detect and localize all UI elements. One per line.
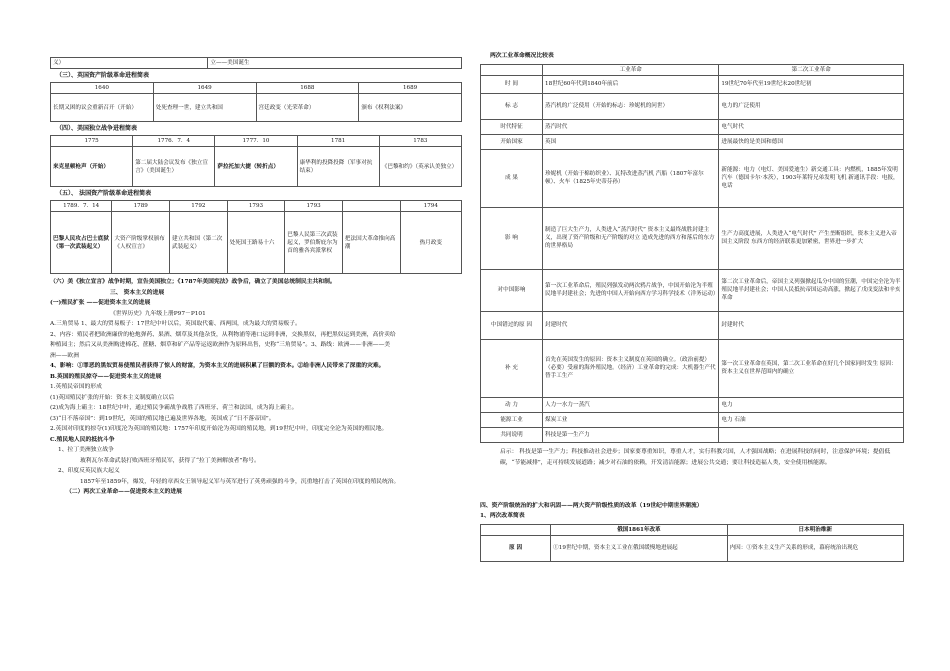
enlightenment-text: 启示： 科技是第一生产力；科技推动社会进步；国家要尊重知识，尊重人才，实行科教兴国，人才强国战略；在进展科技的同时，注意保护环境；提倡低碳，“节能减排”，走可持续发展道路；减少对石油的依赖，开发清洁能源；进展公共交通；要让科技造福人类，安全使用核能源。 <box>500 448 891 466</box>
s4-h4: 1783 <box>379 136 461 147</box>
s4-h2: 1777．10 <box>215 136 297 147</box>
s5-h4: 1793 <box>285 201 343 212</box>
s4-c3: 康华利的投降投降（军事对抗结束） <box>297 147 379 187</box>
ir-r10-c2: 电力 石油 <box>719 412 904 427</box>
rf-r0-c1: ①19世纪中期，资本主义工业在俄国缓慢地进展起 <box>551 535 727 561</box>
ir-r8-label: 补 充 <box>481 339 543 397</box>
line-1: 2、内容：殖民者把欧洲廉价的枪炮弹药、果酒、烟草及其他杂货，从利物浦等港口运到非洲，交换黑奴，再把黑奴运到美洲，高价卖给 <box>50 331 396 338</box>
rf-h1: 俄国1861年改革 <box>551 524 727 535</box>
line-14: 2、印度反英民族大起义 <box>58 468 120 475</box>
s5-h5 <box>342 201 400 212</box>
line-0: A.三角贸易 1、最大的贸易贩子：17世纪中叶以后，英国取代葡、西两国，成为最大的贸易贩子。 <box>50 321 301 328</box>
s5-c1: 大资产阶级掌权颁布《人权宣言》 <box>112 212 170 274</box>
s5-h2: 1792 <box>170 201 228 212</box>
ir-r6-c1: 第一次工业革命后，殖民列强发动两次鸦片战争，中国开始沦为半殖民地半封建社会；先进的中国人开始向西方学习科学技术（洋务运动） <box>543 269 719 311</box>
ir-r4-c2: 新能源：电力（电灯、美国爱迪生）新交通工具：内燃机，1885年发明汽车（德国卡尔·本茨），1903年莱特兄弟发明飞机 新通讯手段：电报，电话 <box>719 149 904 207</box>
s4-reform-subtitle: 1、两次改革简表 <box>480 513 525 520</box>
comparison-table-title: 两次工业革命概况比较表 <box>490 53 554 59</box>
s5-h1: 1789 <box>112 201 170 212</box>
line-4: 4、影响：①罪恶的黑奴贸易使殖民者获得了惊人的财富，为资本主义的进展积累了巨额的资本。②给非洲人民带来了深重的灾难。 <box>50 363 385 370</box>
ir-r8-c2: 第一次工业革命在英国，第二次工业革命在好几个国家同时发生 原因：资本主义在世界范围内的确立 <box>719 339 904 397</box>
s4-c2: 萨拉托加大捷（转折点） <box>215 147 297 187</box>
ir-r2-c2: 电气时代 <box>719 119 904 134</box>
s4-reform-title: 四、资产阶级统治的扩大和巩固——两大资产阶级性质的改革（19世纪中期世界潮流） <box>480 502 703 509</box>
ir-r2-c1: 蒸汽时代 <box>543 119 719 134</box>
s7-reference: 《世界历史》九年级上册P97－P101 <box>110 310 206 317</box>
ir-r10-c1: 煤炭工业 <box>543 412 719 427</box>
line-6: 1.英殖民帝国的形成 <box>50 384 102 391</box>
s4-h1: 1776．7．4 <box>133 136 215 147</box>
ir-r6-label: 对中国影响 <box>481 269 543 311</box>
s4-c4: 《巴黎和约》（英承认美独立） <box>379 147 461 187</box>
s5-c3: 处死国王路易十六 <box>227 212 285 274</box>
ir-r7-c2: 封建时代 <box>719 311 904 339</box>
ir-r6-c2: 第二次工业革命后，帝国主义列强掀起瓜分中国的狂潮，中国完全沦为半殖民地半封建社会；中国人民抵抗帝国运动高涨，掀起了戊戌变法和辛亥革命 <box>719 269 904 311</box>
s4-h3: 1781 <box>297 136 379 147</box>
france-revolution-table <box>50 200 462 274</box>
ir-r11-label: 共同说明 <box>481 427 543 442</box>
s5-h3: 1793 <box>227 201 285 212</box>
ir-h0 <box>481 64 543 75</box>
line-3: 洲——欧洲 <box>50 352 79 359</box>
rf-h2: 日本明治维新 <box>727 524 903 535</box>
line-7: (1)英国殖民扩张的开始：资本主义制度确立以后 <box>50 394 175 401</box>
line-15: 1857年至1859年，爆发，年轻的章西女王领导起义军与英军进行了英勇顽强的斗争，沉重地打击了英国在印度的殖民统治。 <box>80 478 400 485</box>
s5-title: （五）、 法国资产阶级革命进程简表 <box>56 190 152 198</box>
ir-r11-c2 <box>719 427 904 442</box>
line-10: 2.英国对印度的掠夺(1)印度沦为英国的殖民地：1757年印度开始沦为英国的殖民地，到19世纪中叶，印度完全沦为英国的殖民地。 <box>50 426 388 433</box>
s5-c2: 建立共和国（第二次武装起义） <box>170 212 228 274</box>
s3-c2: 宫廷政变（光荣革命） <box>256 94 359 122</box>
s4-c0: 来克星顿枪声（开始） <box>51 147 133 187</box>
s3-h1: 1649 <box>153 83 256 94</box>
s4-title: （四）、美国独立战争进程简表 <box>56 125 138 133</box>
top-row-right: 立——美国诞生 <box>208 58 462 69</box>
s4-c1: 第二届大陆会议发布《独立宣言》（美国诞生） <box>133 147 215 187</box>
s3-h3: 1689 <box>359 83 462 94</box>
s3-c3: 颁布《权利法案》 <box>359 94 462 122</box>
ir-r3-label: 开始国家 <box>481 134 543 149</box>
ir-r0-label: 时 间 <box>481 75 543 93</box>
line-8: (2)成为海上霸主：18世纪中叶，通过殖民争霸战争战胜了西班牙、荷兰和法国，成为海上霸主。 <box>50 405 298 412</box>
ir-r4-label: 成 果 <box>481 149 543 207</box>
ir-r9-c1: 人力一水力一蒸汽 <box>543 397 719 412</box>
ir-r0-c2: 19世纪70年代至19世纪末20世纪初 <box>719 75 904 93</box>
s7-subtitle: (一)殖民扩张 ——促进资本主义的进展 <box>50 300 151 307</box>
s3-c1: 处死查理一世，建立共和国 <box>153 94 256 122</box>
ir-r1-c1: 蒸汽机的广泛使用（开始的标志：珍妮机的问世） <box>543 93 719 119</box>
ir-r3-c2: 进展最快的是美国和德国 <box>719 134 904 149</box>
england-revolution-table <box>50 82 462 122</box>
right-column <box>480 0 904 562</box>
ir-r3-c1: 英国 <box>543 134 719 149</box>
s5-c4: 巴黎人民第三次武装起义，罗伯斯庇尔为首的雅各宾派掌权 <box>285 212 343 274</box>
rf-r0-label: 原 因 <box>481 535 551 561</box>
line-5: B.英国的殖民掠夺——促进资本主义的进展 <box>50 373 162 380</box>
ir-r1-label: 标 志 <box>481 93 543 119</box>
reform-table <box>480 524 904 562</box>
us-independence-table <box>50 135 462 187</box>
s5-c0: 巴黎人民攻占巴士底狱（第一次武装起义） <box>51 212 112 274</box>
ir-r7-c1: 封建时代 <box>543 311 719 339</box>
s6-text: （六）美《独立宣言》战争时期，宣告美国独立；《1787年美国宪法》战争后，确立了美国总统制民主共和制。 <box>50 279 336 286</box>
ir-r5-c2: 生产力高度进展，人类进入“电气时代” 产生垄断组织，资本主义进入帝国主义阶段 东西方的经济联系更加紧密，世界进一步扩大 <box>719 207 904 269</box>
ir-r11-c1: 科技是第一生产力 <box>543 427 719 442</box>
line-16: （二）两次工业革命——促进资本主义的进展 <box>66 489 182 496</box>
ir-r4-c1: 珍妮机（开始于棉纺织业）、瓦特改进蒸汽机 汽船（1807年富尔顿）、火车（1825年史蒂芬孙） <box>543 149 719 207</box>
top-row-left: 义） <box>51 58 208 69</box>
s3-c0: 长期又困的议会重新召开（开始） <box>51 94 154 122</box>
ir-r9-c2: 电力 <box>719 397 904 412</box>
left-column <box>50 0 462 498</box>
industrial-revolution-table <box>480 64 904 443</box>
ir-h1: 工业革命 <box>543 64 719 75</box>
line-13: 玻利瓦尔革命武装打败西班牙殖民军，获得了“拉丁美洲解放者”称号。 <box>80 457 260 464</box>
s3-title: （三）、英国资产阶级革命进程简表 <box>56 72 150 80</box>
ir-r5-label: 影 响 <box>481 207 543 269</box>
line-12: 1、拉丁美洲独立战争 <box>58 447 114 454</box>
ir-h2: 第二次工业革命 <box>719 64 904 75</box>
line-2: 种植园主；然后又从美洲购进棉花、蔗糖、烟草和矿产品等运返欧洲作为原料出售，史称“三角贸易”。3、路线：欧洲——非洲——美 <box>50 342 391 349</box>
s3-h0: 1640 <box>51 83 154 94</box>
s7-title: 三、 资本主义的进展 <box>110 289 165 296</box>
ir-r8-c1: 首先在英国发生的原因：资本主义制度在英国的确立。（政治前提）（必要）受雇的海外殖民地。（经济）工业革命的完成：大机器生产代替手工生产 <box>543 339 719 397</box>
line-9: (3)“日不落帝国”：到19世纪，英国的殖民地已遍及世界各地，英国成了“日不落帝国”。 <box>50 415 275 422</box>
ir-r5-c1: 制造了巨大生产力，人类进入“蒸汽时代” 资本主义最终战胜封建主义，出现了资产阶级和无产阶级的对立 造成先进的西方和落后的东方的世界格局 <box>543 207 719 269</box>
ir-r10-label: 能源工业 <box>481 412 543 427</box>
ir-r0-c1: 18世纪60年代到1840年前后 <box>543 75 719 93</box>
s5-c6: 热月政变 <box>400 212 461 274</box>
s5-h0: 1789．7．14 <box>51 201 112 212</box>
line-11: C.殖民地人民的抵抗斗争 <box>50 436 115 443</box>
ir-r9-label: 动 力 <box>481 397 543 412</box>
s5-h6: 1794 <box>400 201 461 212</box>
rf-r0-c2: 内因：①资本主义生产关系的形成，幕府统治出现危 <box>727 535 903 561</box>
ir-r1-c2: 电力的广泛使用 <box>719 93 904 119</box>
rf-h0 <box>481 524 551 535</box>
s3-h2: 1688 <box>256 83 359 94</box>
ir-r7-label: 中国错过的原 因 <box>481 311 543 339</box>
top-row-table <box>50 57 462 69</box>
ir-r2-label: 时代特征 <box>481 119 543 134</box>
s4-h0: 1775 <box>51 136 133 147</box>
s5-c5: 把法国大革命推向高潮 <box>342 212 400 274</box>
